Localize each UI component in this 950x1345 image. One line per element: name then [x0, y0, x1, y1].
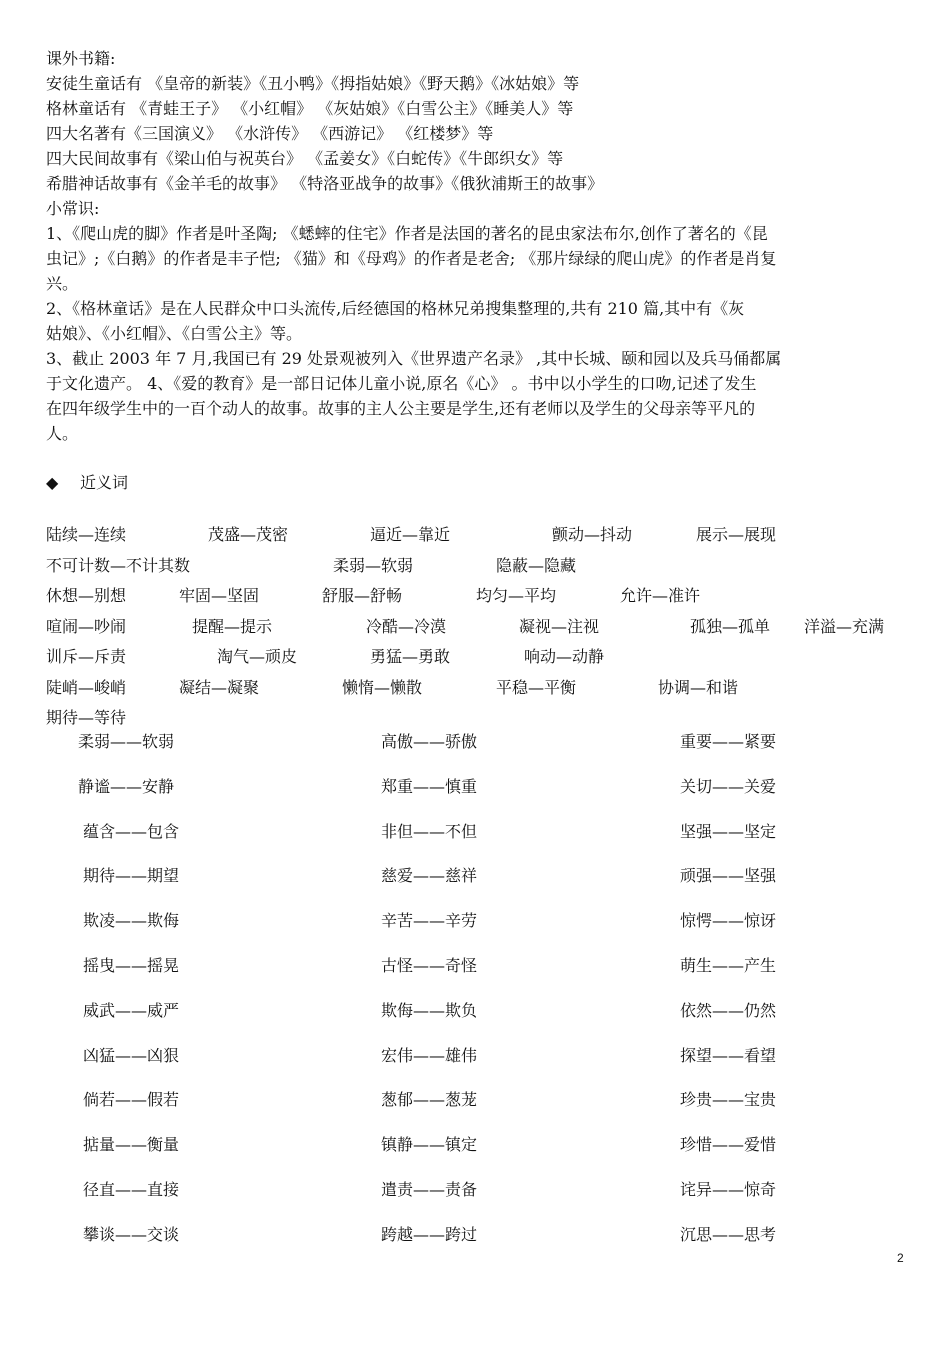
books-line: 安徒生童话有 《皇帝的新装》《丑小鸭》《拇指姑娘》《野天鹅》《冰姑娘》等 [46, 74, 580, 93]
synonym-pair: 关切——关爱 [680, 776, 777, 796]
books-line: 希腊神话故事有《金羊毛的故事》 《特洛亚战争的故事》《俄狄浦斯王的故事》 [46, 174, 604, 193]
books-line: 四大民间故事有《梁山伯与祝英台》 《孟姜女》《白蛇传》《牛郎织女》等 [46, 149, 564, 168]
synonym-pair: 牢固—坚固 [179, 586, 260, 605]
synonym-pair: 柔弱—软弱 [333, 556, 414, 575]
synonym-pair: 摇曳——摇晃 [83, 956, 180, 975]
synonym-pair: 茂盛—茂密 [208, 525, 289, 544]
synonym-pair: 掂量——衡量 [83, 1135, 180, 1155]
synonym-pair: 郑重——慎重 [381, 776, 478, 796]
synonym-pair: 陆续—连续 [46, 525, 127, 544]
synonym-pair: 协调—和谐 [658, 678, 739, 697]
synonym-pair: 威武——威严 [83, 1000, 180, 1020]
synonym-pair: 平稳—平衡 [496, 678, 577, 697]
synonym-pair: 均匀—平均 [476, 586, 557, 605]
synonym-pair: 喧闹—吵闹 [46, 617, 127, 636]
synonym-pair: 舒服—舒畅 [322, 586, 403, 605]
synonym-pair: 训斥—斥责 [46, 647, 127, 666]
synonym-pair: 非但——不但 [381, 821, 478, 841]
synonym-pair: 凝视—注视 [519, 617, 600, 636]
synonym-pair: 重要——紧要 [680, 732, 777, 751]
books-line: 四大名著有《三国演义》 《水浒传》 《西游记》 《红楼梦》等 [46, 124, 494, 143]
synonym-pair: 勇猛—勇敢 [370, 647, 451, 666]
synonym-pair: 坚强——坚定 [680, 821, 777, 841]
synonym-pair: 提醒—提示 [192, 617, 273, 636]
synonym-pair: 期待——期望 [83, 866, 180, 886]
knowledge-line: 在四年级学生中的一百个动人的故事。故事的主人公主要是学生,还有老师以及学生的父母亲等平凡的 [46, 399, 756, 418]
synonym-pair: 欺凌——欺侮 [83, 911, 180, 931]
synonym-pair: 孤独—孤单 [690, 617, 771, 636]
synonym-pair: 遣责——责备 [381, 1180, 478, 1199]
knowledge-line: 兴。 [46, 274, 79, 293]
knowledge-line: 人。 [46, 424, 79, 443]
knowledge-line: 2、《格林童话》是在人民群众中口头流传,后经德国的格林兄弟搜集整理的,共有 210 篇,其中有《灰 [46, 299, 745, 318]
diamond-bullet-icon: ◆ [46, 473, 59, 492]
synonym-pair: 顽强——坚强 [680, 866, 777, 886]
synonym-pair: 冷酷—冷漠 [366, 617, 447, 636]
books-line: 格林童话有 《青蛙王子》 《小红帽》 《灰姑娘》《白雪公主》《睡美人》等 [46, 99, 574, 118]
synonym-pair: 凝结—凝聚 [179, 678, 260, 697]
knowledge-line: 虫记》;《白鹅》的作者是丰子恺; 《猫》和《母鸡》的作者是老舍; 《那片绿绿的爬山虎》的作者是肖复 [46, 249, 777, 268]
synonym-pair: 诧异——惊奇 [680, 1180, 777, 1199]
knowledge-line: 3、截止 2003 年 7 月,我国已有 29 处景观被列入《世界遗产名录》 ,其中长城、颐和园以及兵马俑都属 [46, 349, 782, 368]
synonym-pair: 萌生——产生 [680, 956, 777, 975]
synonym-pair: 颤动—抖动 [552, 525, 633, 544]
synonyms-heading [46, 472, 128, 494]
synonym-pair: 宏伟——雄伟 [381, 1045, 478, 1065]
synonym-pair: 镇静——镇定 [381, 1135, 478, 1155]
synonym-pair: 倘若——假若 [83, 1090, 180, 1110]
synonym-pair: 期待—等待 [46, 708, 127, 727]
synonym-pair: 高傲——骄傲 [381, 732, 478, 751]
synonym-pair: 蕴含——包含 [83, 821, 180, 841]
synonym-pair: 惊愕——惊讶 [680, 911, 777, 931]
synonym-pair: 沉思——思考 [680, 1224, 777, 1244]
synonym-pair: 允许—准许 [620, 586, 701, 605]
synonym-pair: 珍贵——宝贵 [680, 1090, 777, 1110]
knowledge-title: 小常识: [46, 199, 100, 218]
synonym-pair: 依然——仍然 [680, 1000, 777, 1020]
synonym-pair: 凶猛——凶狠 [83, 1045, 180, 1065]
knowledge-line: 姑娘》、《小红帽》、《白雪公主》等。 [46, 324, 303, 343]
synonym-pair: 逼近—靠近 [370, 525, 451, 544]
synonym-pair: 古怪——奇怪 [381, 956, 478, 975]
synonym-pair: 休想—别想 [46, 586, 127, 605]
synonym-pair: 径直——直接 [83, 1180, 180, 1199]
synonym-pair: 辛苦——辛劳 [381, 911, 478, 931]
synonym-pair: 柔弱——软弱 [78, 732, 175, 751]
synonym-pair: 探望——看望 [680, 1045, 777, 1065]
synonym-pair: 攀谈——交谈 [83, 1224, 180, 1244]
synonym-pair: 静谧——安静 [78, 776, 175, 796]
synonym-pair: 懒惰—懒散 [342, 678, 423, 697]
synonym-pair: 慈爱——慈祥 [381, 866, 478, 886]
synonym-pair: 洋溢—充满 [804, 617, 885, 636]
synonym-pair: 响动—动静 [524, 647, 605, 666]
synonym-pair: 展示—展现 [696, 525, 777, 544]
synonyms-heading-text: 近义词 [80, 473, 129, 492]
synonym-pair: 不可计数—不计其数 [46, 556, 191, 575]
synonym-pair: 跨越——跨过 [381, 1224, 478, 1244]
synonym-pair: 隐蔽—隐藏 [496, 556, 577, 575]
synonym-pair: 葱郁——葱茏 [381, 1090, 478, 1110]
synonym-pair: 珍惜——爱惜 [680, 1135, 777, 1155]
knowledge-line: 于文化遗产。 4、《爱的教育》是一部日记体儿童小说,原名《心》 。书中以小学生的口吻,记述了发生 [46, 374, 757, 393]
synonym-pair: 欺侮——欺负 [381, 1000, 478, 1020]
synonym-pair: 淘气—顽皮 [217, 647, 298, 666]
knowledge-line: 1、《爬山虎的脚》作者是叶圣陶; 《蟋蟀的住宅》作者是法国的著名的昆虫家法布尔,创作了著名的《昆 [46, 224, 768, 243]
synonym-pair: 陡峭—峻峭 [46, 678, 127, 697]
page-number: 2 [897, 1251, 904, 1265]
books-title: 课外书籍: [46, 49, 116, 68]
